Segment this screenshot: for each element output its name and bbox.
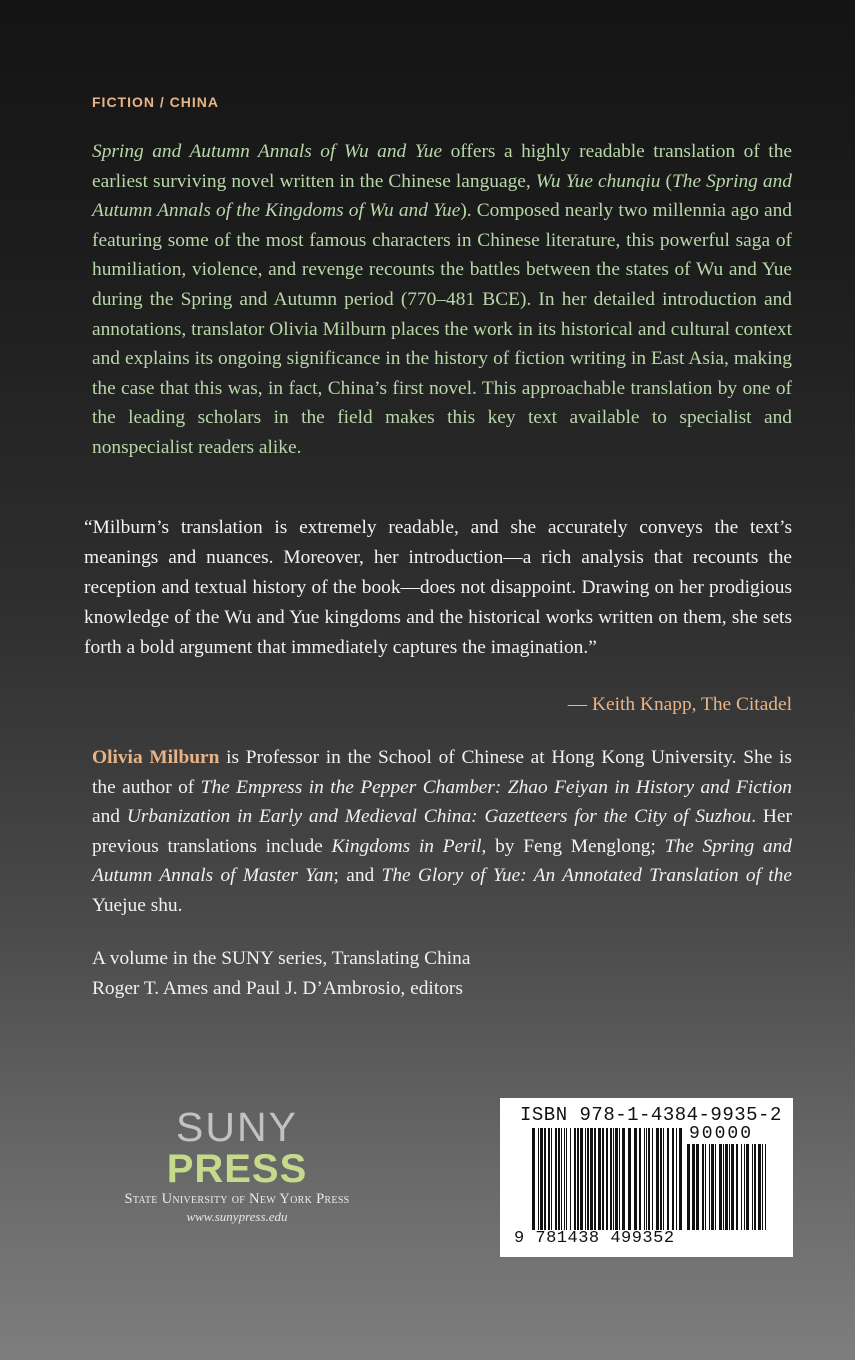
barcode-bar	[711, 1144, 714, 1230]
barcode-bar	[577, 1128, 579, 1230]
barcode-bar	[574, 1128, 576, 1230]
barcode-bar	[558, 1128, 560, 1230]
series-info	[92, 944, 470, 1003]
barcode-bar	[606, 1128, 608, 1230]
author-name: Olivia Milburn	[92, 747, 220, 768]
barcode-bar	[676, 1128, 677, 1230]
barcode-block	[500, 1098, 793, 1257]
addon-number: 90000	[689, 1124, 754, 1144]
barcode-bar	[551, 1128, 552, 1230]
barcode-bar	[736, 1144, 738, 1230]
barcode-bar	[585, 1128, 586, 1230]
barcode-bar	[648, 1128, 650, 1230]
barcode-bar	[644, 1128, 645, 1230]
addon-barcode-bars	[687, 1144, 767, 1230]
publisher-full-name: State University of New York Press	[124, 1191, 350, 1207]
barcode-bar	[570, 1128, 571, 1230]
category-label: FICTION / CHINA	[92, 94, 219, 110]
barcode-bar	[660, 1128, 662, 1230]
barcode-bar	[731, 1144, 734, 1230]
barcode-bar	[741, 1144, 742, 1230]
barcode-bar	[709, 1144, 710, 1230]
barcode-bar	[555, 1128, 557, 1230]
barcode-bars	[532, 1128, 682, 1230]
barcode-bar	[628, 1128, 631, 1230]
barcode-bar	[765, 1144, 766, 1230]
barcode-bar	[687, 1144, 690, 1230]
publisher-url: www.sunypress.edu	[186, 1209, 288, 1224]
barcode-bar	[564, 1128, 565, 1230]
barcode-bar	[715, 1144, 716, 1230]
barcode-bar	[532, 1128, 535, 1230]
ean-number: 9 781438 499352	[514, 1229, 675, 1248]
barcode-bar	[580, 1128, 583, 1230]
logo-press: PRESS	[166, 1147, 308, 1191]
logo-suny: SUNY	[176, 1104, 298, 1150]
barcode-bar	[622, 1128, 625, 1230]
barcode-bar	[538, 1128, 539, 1230]
barcode-bar	[705, 1144, 706, 1230]
barcode-bar	[619, 1128, 620, 1230]
barcode-bar	[754, 1144, 756, 1230]
publisher-logo	[92, 1105, 382, 1225]
barcode-bar	[725, 1144, 728, 1230]
barcode-bar	[702, 1144, 704, 1230]
barcode-bar	[679, 1128, 682, 1230]
barcode-bar	[561, 1128, 562, 1230]
barcode-bar	[610, 1128, 612, 1230]
barcode-bar	[719, 1144, 722, 1230]
barcode-bar	[639, 1128, 641, 1230]
barcode-bar	[590, 1128, 593, 1230]
barcode-bar	[613, 1128, 614, 1230]
barcode-bar	[598, 1128, 601, 1230]
barcode-bar	[758, 1144, 761, 1230]
barcode-bar	[723, 1144, 724, 1230]
barcode-bar	[762, 1144, 763, 1230]
series-editors: Roger T. Ames and Paul J. D’Ambrosio, editors	[92, 977, 463, 999]
barcode-bar	[746, 1144, 749, 1230]
barcode-bar	[663, 1128, 664, 1230]
barcode-bar	[602, 1128, 604, 1230]
barcode-bar	[540, 1128, 543, 1230]
book-description: Spring and Autumn Annals of Wu and Yue offers a highly readable translation of the earliest surviving novel written in the Chinese language, Wu Yue chunqiu (The Spring and Autumn Annals of the Kingdoms of Wu and Yue). Composed nearly two millennia ago and featuring some of the most famous characters in Chinese literature, this powerful saga of humiliation, violence, and revenge recounts the battles between the states of Wu and Yue during the Spring and Autumn period (770–481 BCE). In her detailed introduction and annotations, translator Olivia Milburn places the work in its historical and cultural context and explains its ongoing significance in the history of fiction writing in East Asia, making the case that this was, in fact, China’s first novel. This approachable translation by one of the leading scholars in the field makes this key text available to specialist and nonspecialist readers alike.	[92, 141, 792, 458]
barcode-bar	[744, 1144, 745, 1230]
barcode-bar	[656, 1128, 659, 1230]
series-line: A volume in the SUNY series, Translating China	[92, 948, 471, 969]
barcode-bar	[752, 1144, 753, 1230]
barcode-bar	[696, 1144, 699, 1230]
barcode-bar	[587, 1128, 589, 1230]
barcode-bar	[729, 1144, 730, 1230]
isbn-label: ISBN 978-1-4384-9935-2	[520, 1104, 782, 1126]
barcode-bar	[667, 1128, 669, 1230]
barcode-bar	[594, 1128, 596, 1230]
barcode-bar	[652, 1128, 653, 1230]
barcode-bar	[692, 1144, 695, 1230]
barcode-bar	[566, 1128, 567, 1230]
quote-attribution: — Keith Knapp, The Citadel	[567, 694, 792, 715]
review-quote: “Milburn’s translation is extremely readable, and she accurately conveys the text’s meanings and nuances. Moreover, her introduction—a rich analysis that recounts the reception and textual history of the book—does not disappoint. Drawing on her prodigious knowledge of the Wu and Yue kingdoms and the historical works written on them, she sets forth a bold argument that immediately captures the imagination.”	[84, 517, 792, 658]
barcode-bar	[646, 1128, 647, 1230]
bio-body: is Professor in the School of Chinese at Hong Kong University. She is the author of The Empress in the Pepper Chamber: Zhao Feiyan in History and Fiction and Urbanization in Early and Medieval China: Gazetteers for the City of Suzhou. Her previous translations include Kingdoms in Peril, by Feng Menglong; The Spring and Autumn Annals of Master Yan; and The Glory of Yue: An Annotated Translation of the Yuejue shu.	[92, 747, 792, 916]
barcode-bar	[634, 1128, 637, 1230]
barcode-bar	[548, 1128, 550, 1230]
barcode-bar	[672, 1128, 674, 1230]
barcode-bar	[615, 1128, 618, 1230]
barcode-bar	[544, 1128, 546, 1230]
author-bio	[92, 743, 792, 921]
